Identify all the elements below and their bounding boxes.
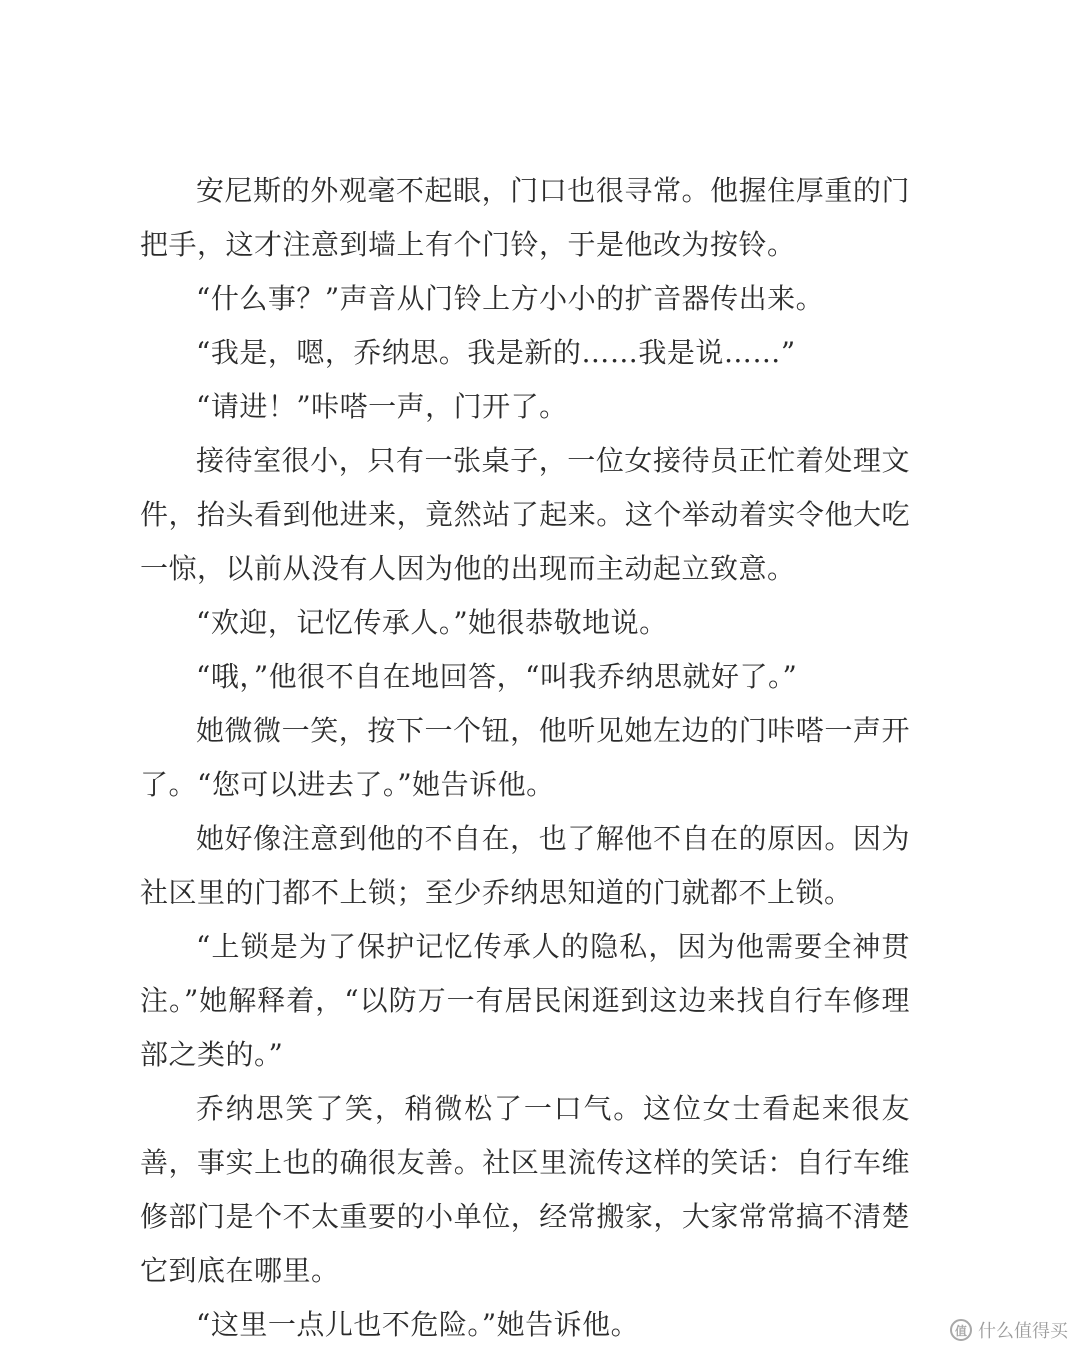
watermark-text: 什么值得买 <box>978 1321 1068 1342</box>
paragraph: “我是，嗯，乔纳思。我是新的……我是说……” <box>196 336 796 369</box>
paragraph: “哦，”他很不自在地回答，“叫我乔纳思就好了。” <box>196 660 798 693</box>
watermark-logo-icon: 值 <box>950 1319 972 1341</box>
paragraph: “上锁是为了保护记忆传承人的隐私，因为他需要全神贯注。”她解释着，“以防万一有居民闲逛到这边来找自行车修理部之类的。” <box>140 930 910 1071</box>
paragraph: “这里一点儿也不危险。”她告诉他。 <box>196 1308 640 1341</box>
paragraph: “什么事？”声音从门铃上方小小的扩音器传出来。 <box>196 282 825 315</box>
paragraph: 接待室很小，只有一张桌子，一位女接待员正忙着处理文件，抬头看到他进来，竟然站了起来。这个举动着实令他大吃一惊，以前从没有人因为他的出现而主动起立致意。 <box>140 444 910 585</box>
paragraph: 她微微一笑，按下一个钮，他听见她左边的门咔嗒一声开了。“您可以进去了。”她告诉他。 <box>140 714 910 801</box>
paragraph: 乔纳思笑了笑，稍微松了一口气。这位女士看起来很友善，事实上也的确很友善。社区里流传这样的笑话：自行车维修部门是个不太重要的小单位，经常搬家，大家常常搞不清楚它到底在哪里。 <box>140 1092 910 1287</box>
paragraph: “欢迎，记忆传承人。”她很恭敬地说。 <box>196 606 668 639</box>
paragraph: “请进！”咔嗒一声，门开了。 <box>196 390 568 423</box>
watermark <box>950 1317 1068 1343</box>
paragraph: 安尼斯的外观毫不起眼，门口也很寻常。他握住厚重的门把手，这才注意到墙上有个门铃，于是他改为按铃。 <box>140 174 910 261</box>
book-page-text <box>140 164 910 1352</box>
paragraph: 她好像注意到他的不自在，也了解他不自在的原因。因为社区里的门都不上锁；至少乔纳思知道的门就都不上锁。 <box>140 822 910 909</box>
